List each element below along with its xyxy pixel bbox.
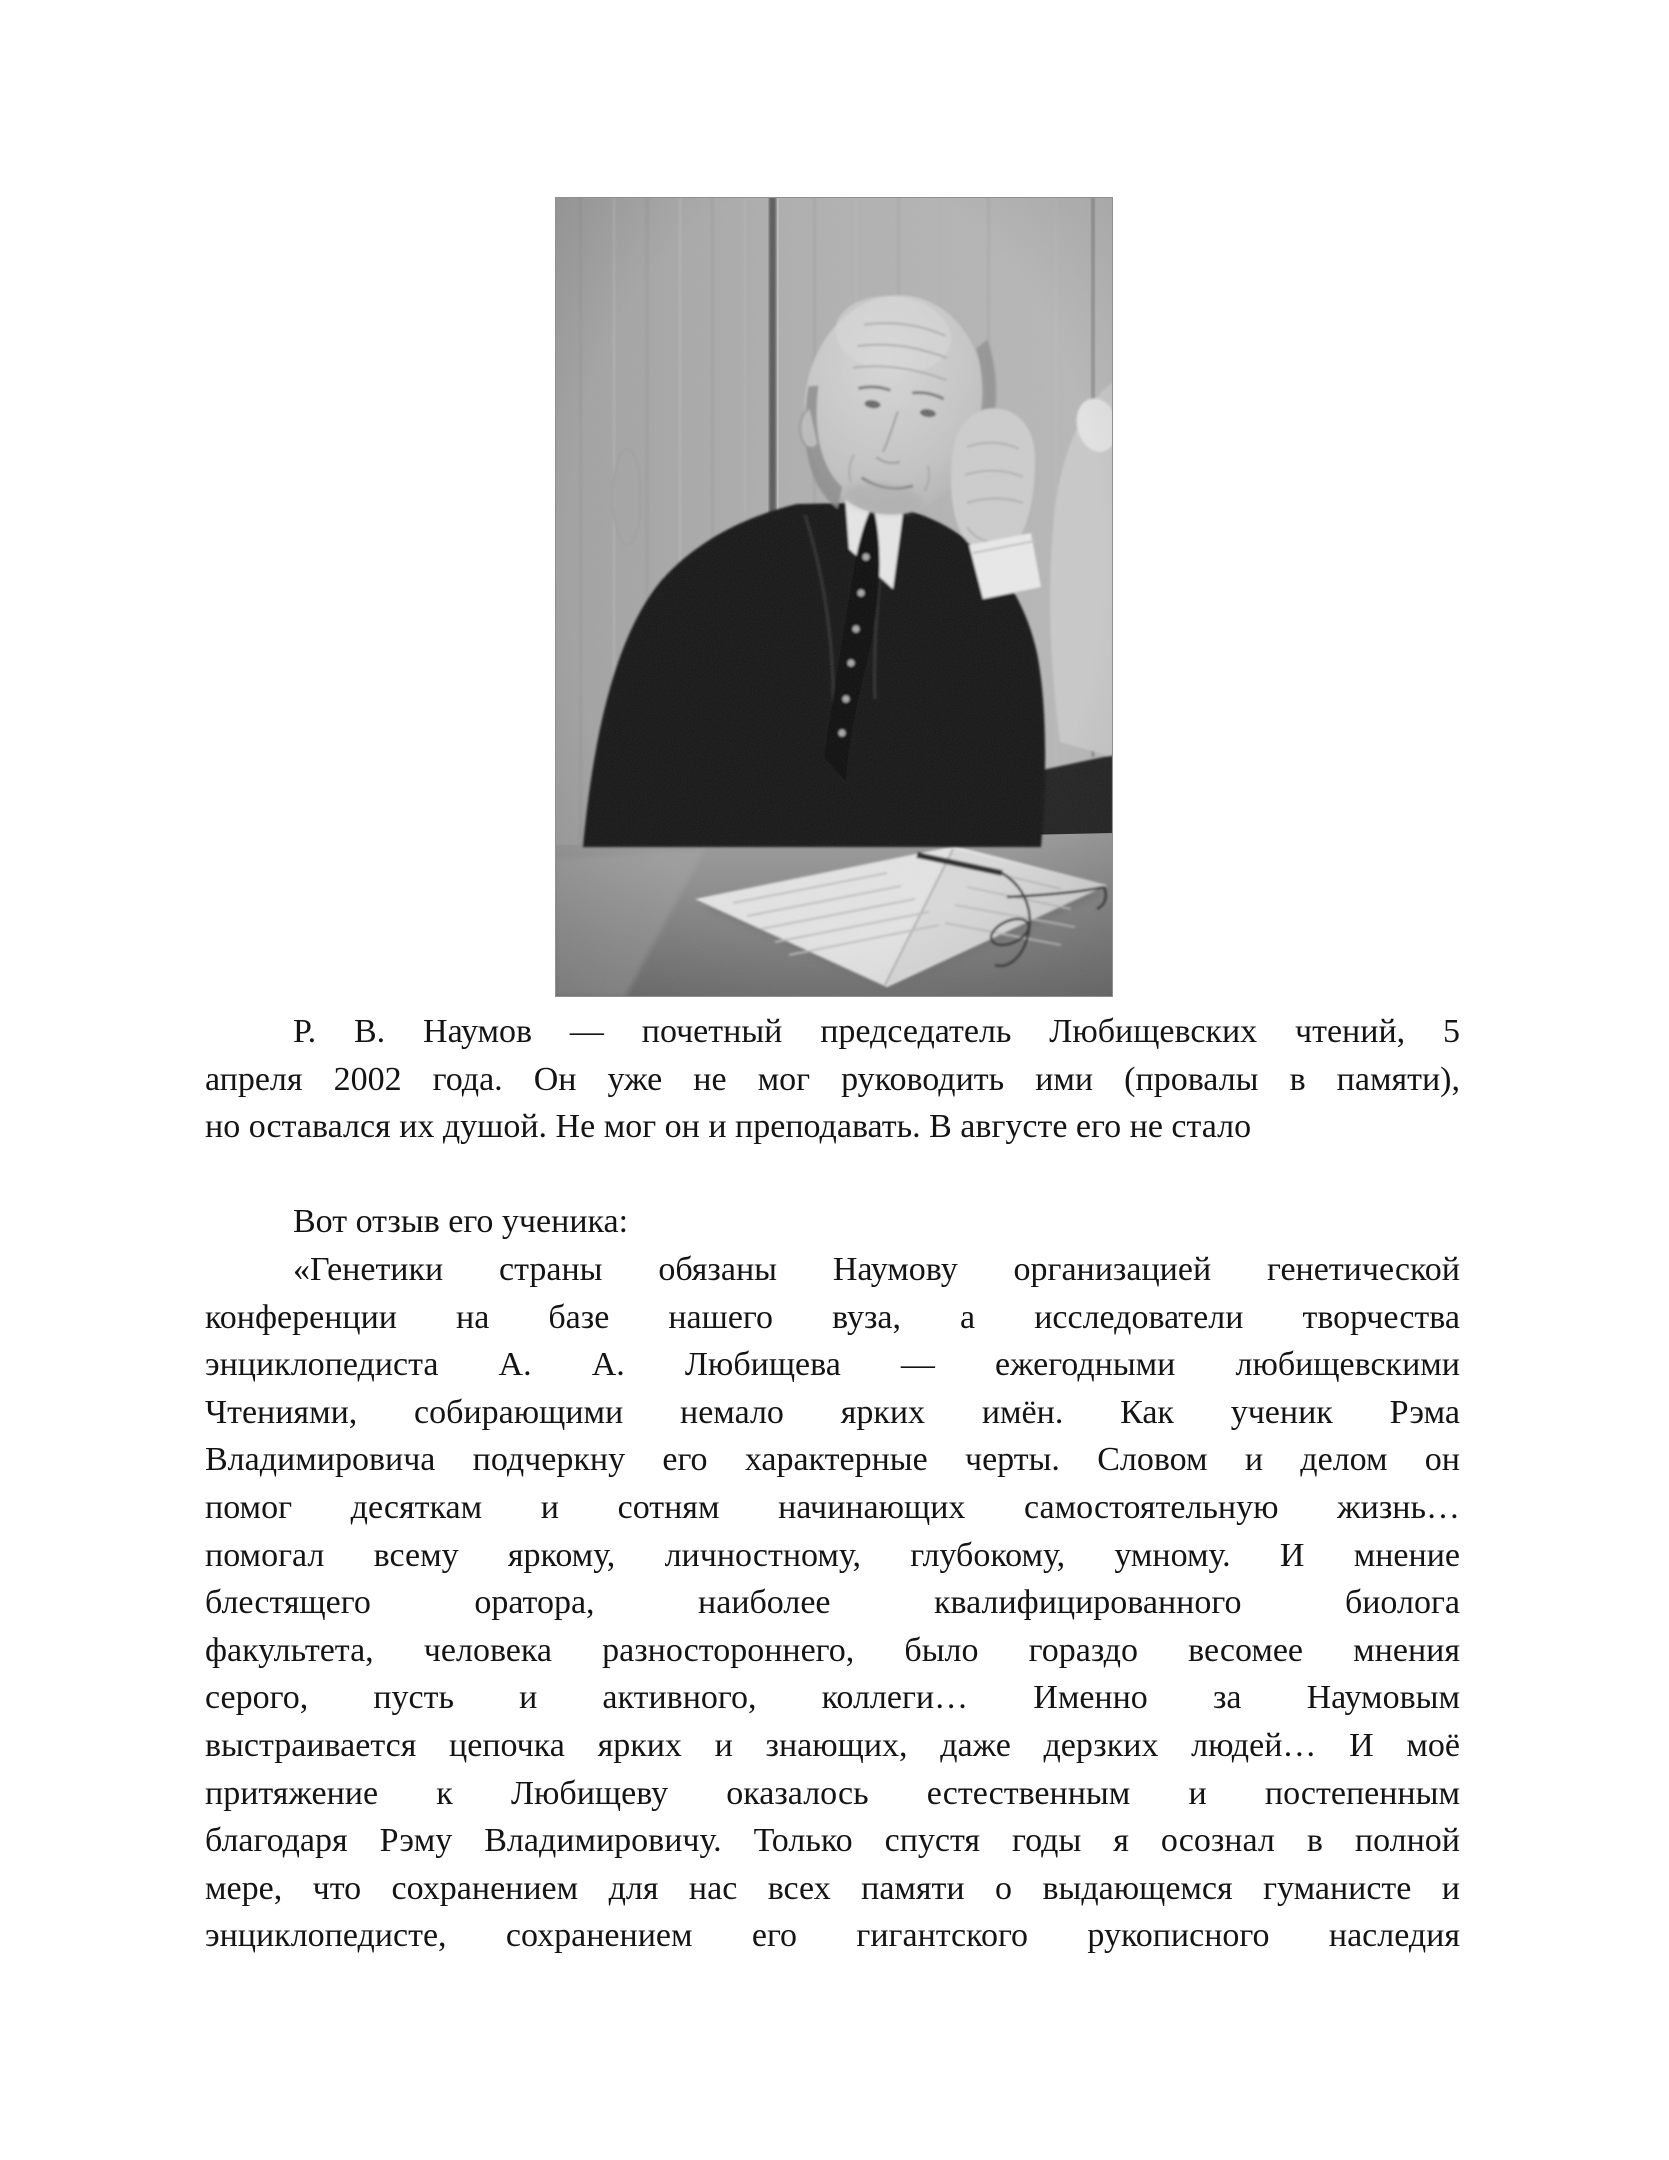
quote-line: блестящего оратора, наиболее квалифицированного биолога bbox=[205, 1584, 1460, 1622]
photo-grain bbox=[555, 197, 1113, 997]
intro-line: Вот отзыв его ученика: bbox=[293, 1203, 629, 1241]
quote-line: помог десяткам и сотням начинающих самостоятельную жизнь… bbox=[205, 1488, 1460, 1526]
quote-line: притяжение к Любищеву оказалось естественным и постепенным bbox=[205, 1774, 1460, 1812]
quote-line: мере, что сохранением для нас всех памяти о выдающемся гуманисте и bbox=[205, 1869, 1460, 1907]
quote-line: конференции на базе нашего вуза, а исследователи творчества bbox=[205, 1298, 1460, 1336]
quote-line: Чтениями, собирающими немало ярких имён. Как ученик Рэма bbox=[205, 1393, 1460, 1431]
paragraph-gap bbox=[205, 1151, 1460, 1199]
quote-line: Владимировича подчеркну его характерные черты. Словом и делом он bbox=[205, 1441, 1460, 1479]
quote-line: энциклопедисте, сохранением его гигантского рукописного наследия bbox=[205, 1917, 1460, 1955]
caption-line: но оставался их душой. Не мог он и преподавать. В августе его не стало bbox=[205, 1108, 1252, 1146]
quote-line: факультета, человека разностороннего, было гораздо весомее мнения bbox=[205, 1631, 1460, 1669]
quote-line: «Генетики страны обязаны Наумову организацией генетической bbox=[293, 1250, 1460, 1288]
quote-line: благодаря Рэму Владимировичу. Только спустя годы я осознал в полной bbox=[205, 1822, 1460, 1860]
quote-line: серого, пусть и активного, коллеги… Именно за Наумовым bbox=[205, 1679, 1460, 1717]
photo-naumov bbox=[555, 197, 1113, 997]
quote-line: помогал всему яркому, личностному, глубокому, умному. И мнение bbox=[205, 1536, 1460, 1574]
photo-artwork bbox=[555, 197, 1113, 997]
quote-line: энциклопедиста А. А. Любищева — ежегодными любищевскими bbox=[205, 1346, 1460, 1384]
caption-line: апреля 2002 года. Он уже не мог руководить ими (провалы в памяти), bbox=[205, 1060, 1460, 1098]
quote-line: выстраивается цепочка ярких и знающих, даже дерзких людей… И моё bbox=[205, 1726, 1460, 1764]
caption-line: Р. В. Наумов — почетный председатель Любищевских чтений, 5 bbox=[293, 1013, 1460, 1050]
page-text bbox=[205, 1008, 1460, 1960]
